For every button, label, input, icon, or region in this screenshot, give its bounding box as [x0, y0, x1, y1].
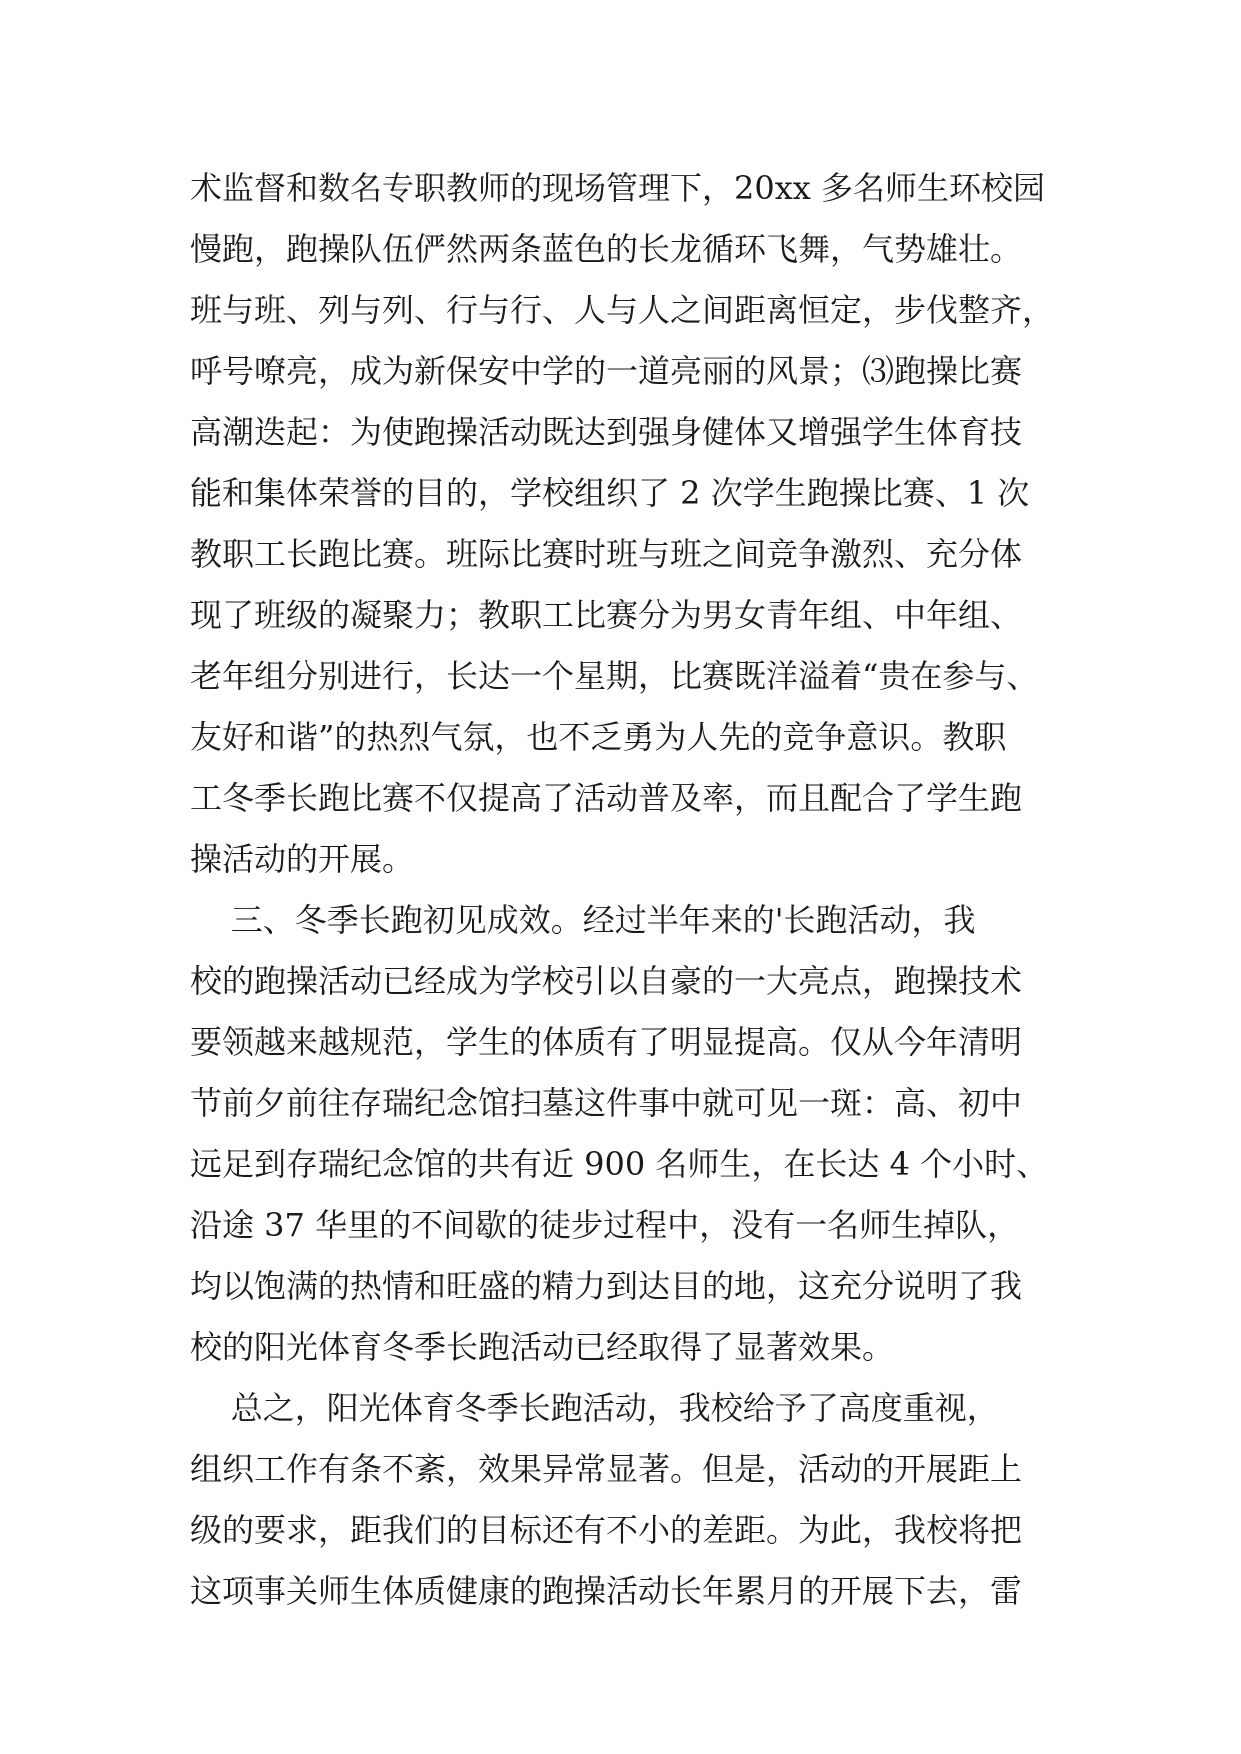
- paragraph-start-line: 总之，阳光体育冬季长跑活动，我校给予了高度重视，: [190, 1389, 999, 1427]
- text-line: 要领越来越规范，学生的体质有了明显提高。仅从今年清明: [190, 1023, 1023, 1061]
- text-line: 节前夕前往存瑞纪念馆扫墓这件事中就可见一斑：高、初中: [190, 1084, 1023, 1122]
- text-line: 沿途 37 华里的不间歇的徒步过程中，没有一名师生掉队，: [190, 1206, 1020, 1244]
- text-line: 这项事关师生体质健康的跑操活动长年累月的开展下去，雷: [190, 1572, 1023, 1610]
- text-line: 术监督和数名专职教师的现场管理下，20xx 多名师生环校园: [190, 169, 1045, 207]
- text-line: 现了班级的凝聚力；教职工比赛分为男女青年组、中年组、: [190, 596, 1023, 634]
- text-line: 高潮迭起：为使跑操活动既达到强身健体又增强学生体育技: [190, 413, 1023, 451]
- text-line: 校的跑操活动已经成为学校引以自豪的一大亮点，跑操技术: [190, 962, 1023, 1000]
- body-text: [190, 158, 1070, 1622]
- text-line: 工冬季长跑比赛不仅提高了活动普及率，而且配合了学生跑: [190, 779, 1023, 817]
- text-line: 教职工长跑比赛。班际比赛时班与班之间竞争激烈、充分体: [190, 535, 1023, 573]
- text-line: 老年组分别进行，长达一个星期，比赛既洋溢着“贵在参与、: [190, 657, 1039, 695]
- text-line: 能和集体荣誉的目的，学校组织了 2 次学生跑操比赛、1 次: [190, 474, 1030, 512]
- text-line: 校的阳光体育冬季长跑活动已经取得了显著效果。: [190, 1328, 895, 1366]
- text-line: 班与班、列与列、行与行、人与人之间距离恒定，步伐整齐，: [190, 291, 1055, 329]
- text-line: 慢跑，跑操队伍俨然两条蓝色的长龙循环飞舞，气势雄壮。: [190, 230, 1023, 268]
- text-line: 呼号嘹亮，成为新保安中学的一道亮丽的风景；⑶跑操比赛: [190, 352, 1023, 390]
- text-line: 远足到存瑞纪念馆的共有近 900 名师生，在长达 4 个小时、: [190, 1145, 1049, 1183]
- text-line: 操活动的开展。: [190, 840, 415, 878]
- text-line: 组织工作有条不紊，效果异常显著。但是，活动的开展距上: [190, 1450, 1023, 1488]
- text-line: 级的要求，距我们的目标还有不小的差距。为此，我校将把: [190, 1511, 1023, 1549]
- paragraph-start-line: 三、冬季长跑初见成效。经过半年来的'长跑活动，我: [190, 901, 976, 939]
- text-line: 均以饱满的热情和旺盛的精力到达目的地，这充分说明了我: [190, 1267, 1023, 1305]
- text-line: 友好和谐”的热烈气氛，也不乏勇为人先的竞争意识。教职: [190, 718, 1007, 756]
